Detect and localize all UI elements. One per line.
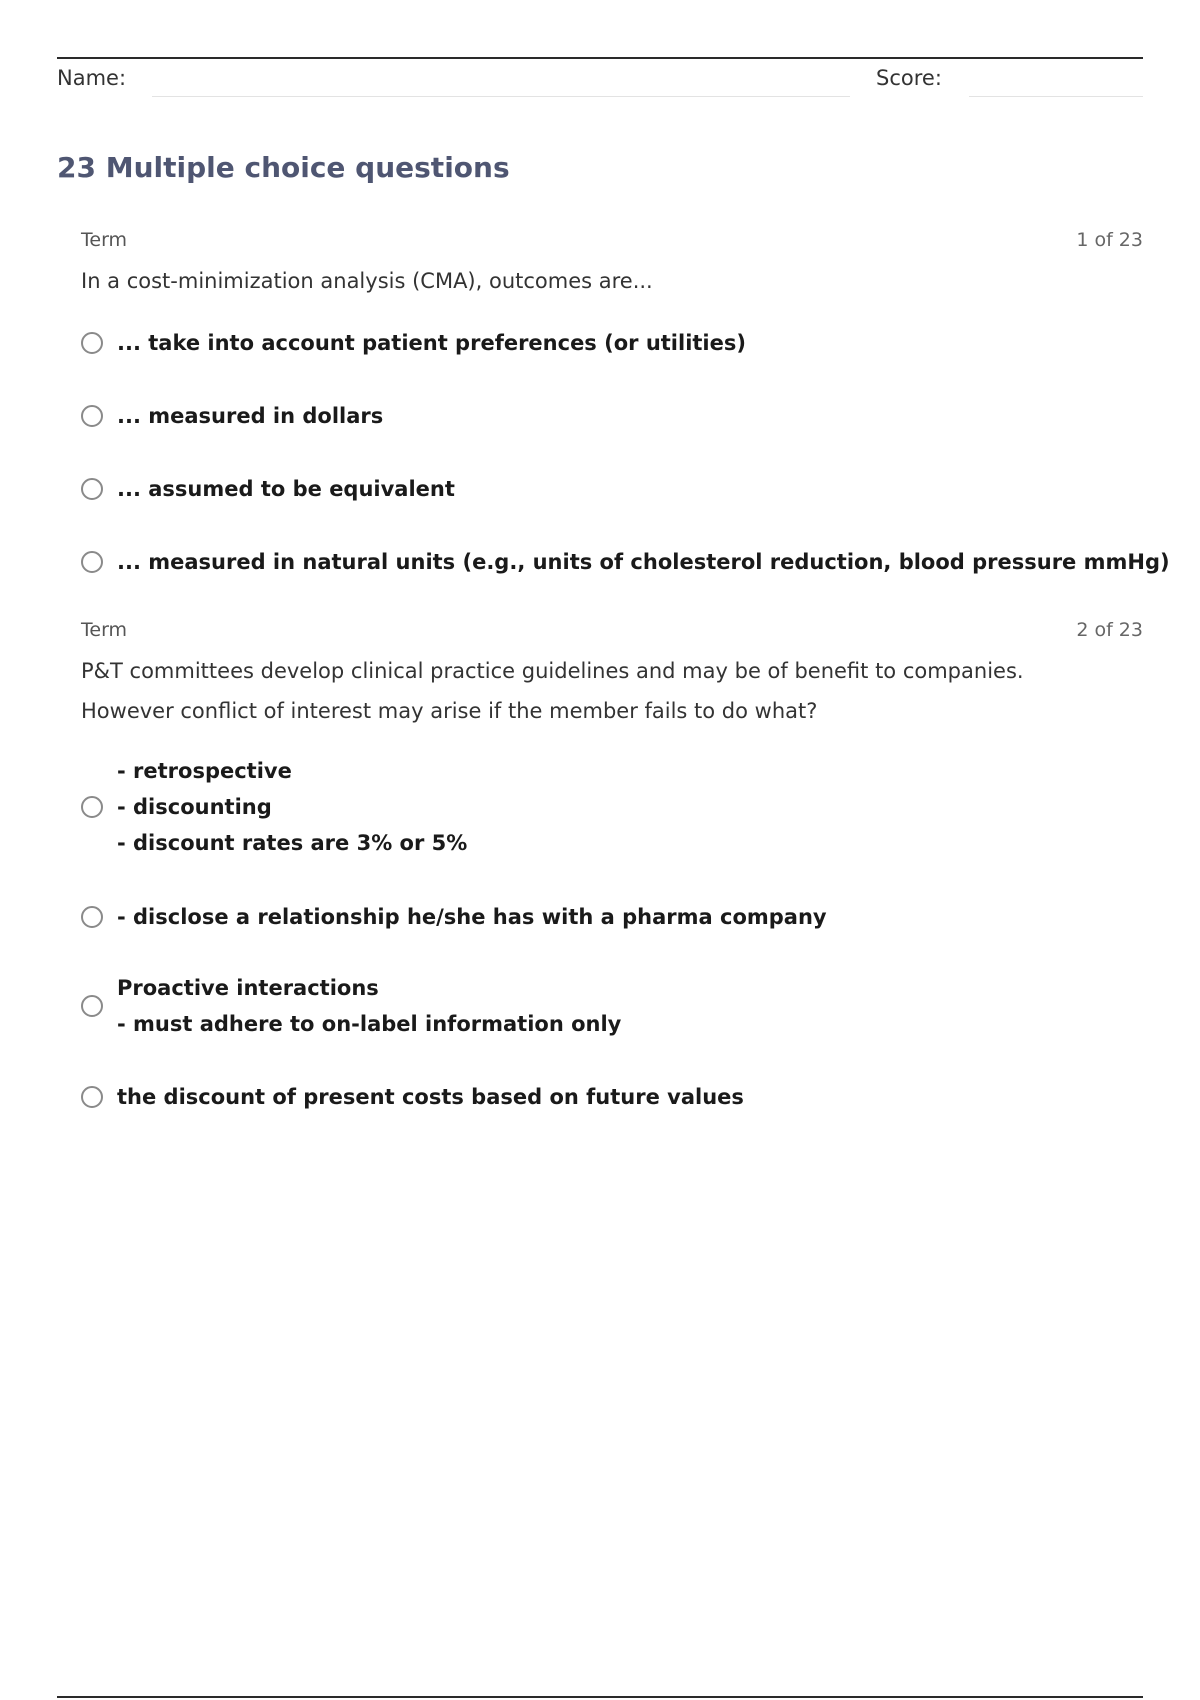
prompt-line: However conflict of interest may arise if the member fails to do what? [81, 699, 818, 723]
option-label [117, 753, 467, 861]
question-2 [81, 617, 1143, 1117]
worksheet-header [57, 64, 1143, 98]
radio-button[interactable] [81, 796, 103, 818]
option-line: - must adhere to on-label information only [117, 1012, 622, 1036]
option-label: ... take into account patient preferences (or utilities) [117, 331, 746, 355]
answer-option-3[interactable] [81, 471, 1143, 507]
term-label: Term [81, 619, 128, 641]
prompt-line: In a cost-minimization analysis (CMA), outcomes are... [81, 269, 653, 293]
score-label: Score: [876, 66, 942, 90]
radio-button[interactable] [81, 995, 103, 1017]
question-prompt [81, 651, 1141, 731]
option-line: - discount rates are 3% or 5% [117, 831, 468, 855]
radio-button[interactable] [81, 405, 103, 427]
option-line: Proactive interactions [117, 976, 379, 1000]
radio-button[interactable] [81, 332, 103, 354]
answer-option-4[interactable] [81, 544, 1170, 580]
score-field[interactable] [969, 96, 1143, 97]
answer-option-4[interactable] [81, 1079, 1143, 1115]
question-counter: 1 of 23 [1076, 229, 1143, 251]
option-label: ... measured in natural units (e.g., units of cholesterol reduction, blood pressure mmHg) [117, 550, 1170, 574]
answer-option-1[interactable] [81, 325, 1143, 361]
radio-button[interactable] [81, 906, 103, 928]
answer-option-2[interactable] [81, 398, 1143, 434]
name-label: Name: [57, 66, 127, 90]
question-1 [81, 227, 1170, 597]
option-label: ... measured in dollars [117, 404, 384, 428]
option-line: - discounting [117, 795, 272, 819]
radio-button[interactable] [81, 551, 103, 573]
option-label: - disclose a relationship he/she has with a pharma company [117, 905, 827, 929]
name-field[interactable] [152, 96, 850, 97]
option-label [117, 970, 621, 1042]
answer-option-2[interactable] [81, 899, 1143, 935]
radio-button[interactable] [81, 478, 103, 500]
answer-option-1[interactable] [81, 753, 1143, 861]
prompt-line: P&T committees develop clinical practice guidelines and may be of benefit to companies. [81, 659, 1024, 683]
top-rule [57, 57, 1143, 59]
question-prompt [81, 261, 1141, 301]
bottom-rule [57, 1696, 1143, 1698]
term-label: Term [81, 229, 128, 251]
answer-option-3[interactable] [81, 970, 1143, 1042]
option-label: ... assumed to be equivalent [117, 477, 455, 501]
question-counter: 2 of 23 [1076, 619, 1143, 641]
section-title: 23 Multiple choice questions [57, 151, 510, 184]
option-line: - retrospective [117, 759, 292, 783]
option-label: the discount of present costs based on future values [117, 1085, 744, 1109]
radio-button[interactable] [81, 1086, 103, 1108]
